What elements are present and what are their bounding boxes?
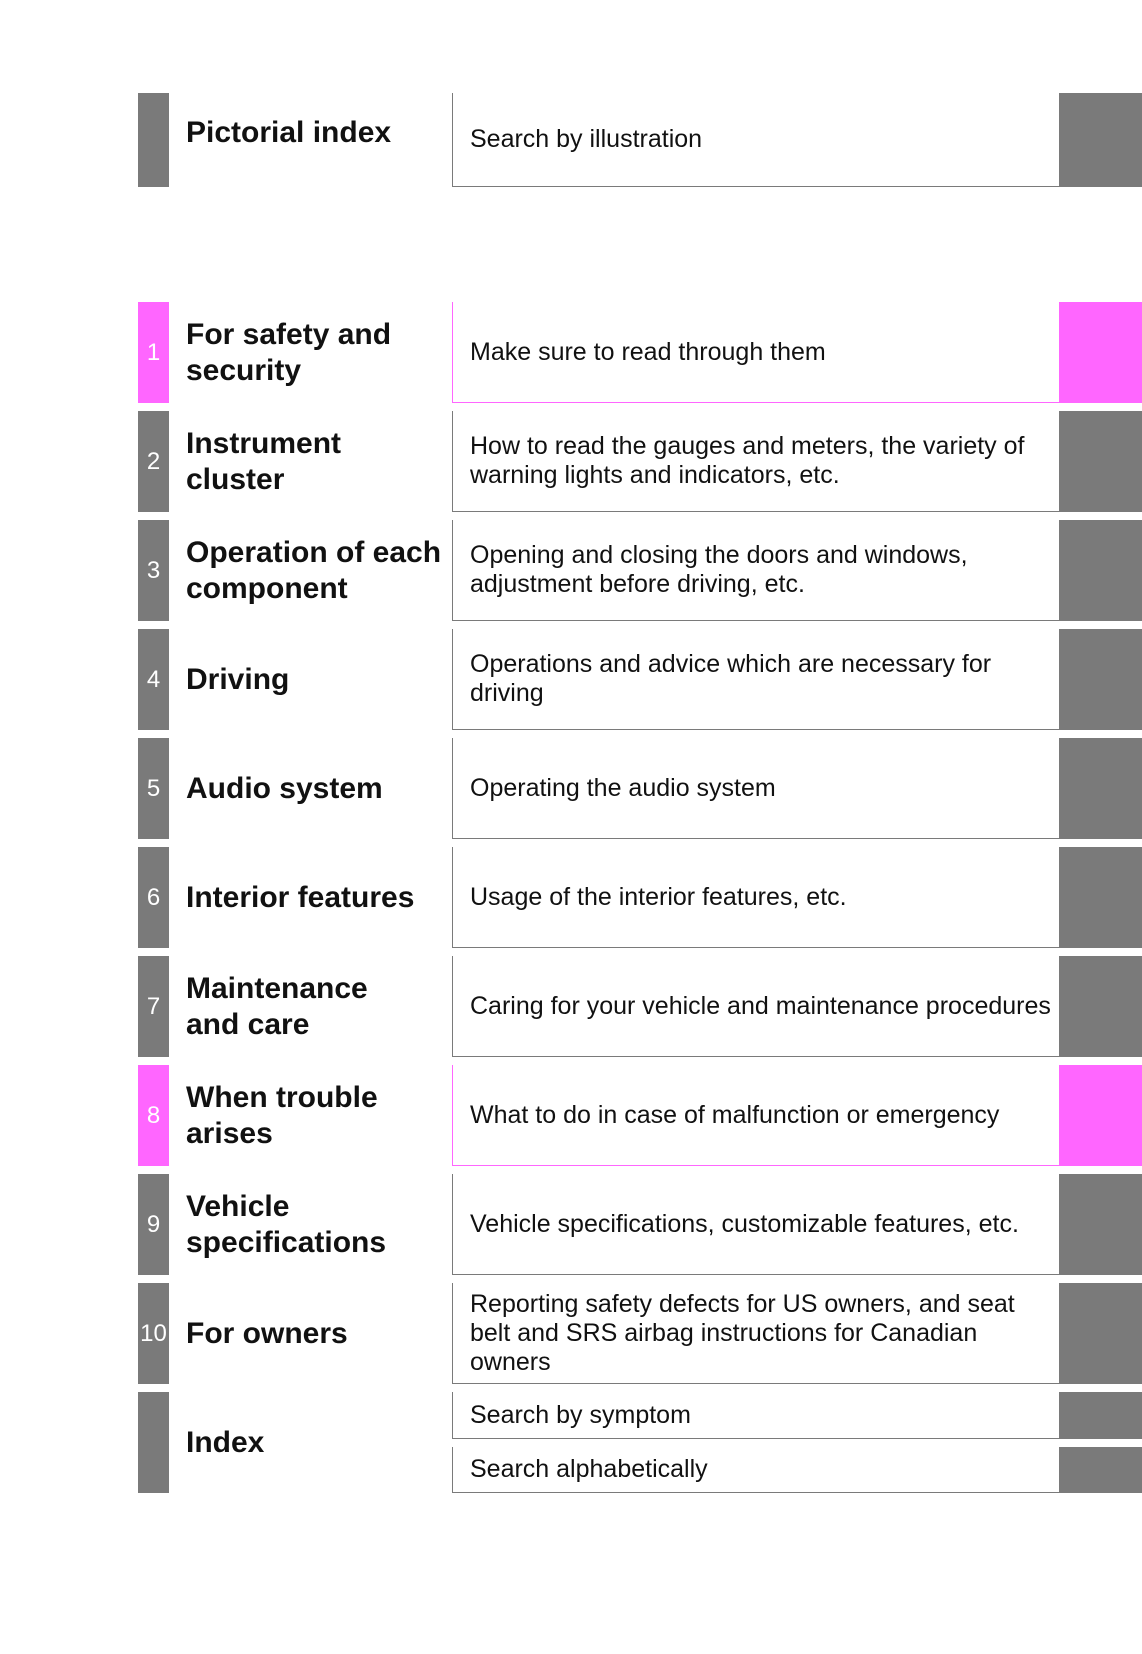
section-description: Vehicle specifications, customizable features, etc. (452, 1174, 1059, 1275)
section-row-1[interactable] (0, 302, 1142, 403)
section-tab[interactable] (1059, 847, 1142, 948)
index-tab-symptom[interactable] (1059, 1392, 1142, 1439)
section-title: Vehicle specifications (186, 1189, 387, 1259)
section-number: 1 (138, 302, 169, 403)
section-title: For safety and security (186, 317, 392, 387)
index-item-symptom[interactable]: Search by symptom (452, 1392, 1059, 1439)
section-title: Audio system (186, 771, 383, 805)
section-tab[interactable] (1059, 302, 1142, 403)
section-row-7[interactable] (0, 956, 1142, 1057)
section-number: 4 (138, 629, 169, 730)
section-title: Interior features (186, 880, 415, 914)
section-number: 6 (138, 847, 169, 948)
section-title: For owners (186, 1316, 348, 1350)
section-description: Opening and closing the doors and windows, adjustment before driving, etc. (452, 520, 1059, 621)
section-tab[interactable] (1059, 1065, 1142, 1166)
section-row-10[interactable] (0, 1283, 1142, 1384)
pictorial-index-row[interactable] (0, 93, 1142, 187)
section-description: How to read the gauges and meters, the variety of warning lights and indicators, etc. (452, 411, 1059, 512)
section-row-9[interactable] (0, 1174, 1142, 1275)
index-bar (138, 1392, 169, 1493)
section-tab[interactable] (1059, 629, 1142, 730)
section-description: Make sure to read through them (452, 302, 1059, 403)
section-number: 9 (138, 1174, 169, 1275)
section-description: Reporting safety defects for US owners, and seat belt and SRS airbag instructions for Canadian owners (452, 1283, 1059, 1384)
section-number: 10 (138, 1283, 169, 1384)
section-number: 3 (138, 520, 169, 621)
section-row-4[interactable] (0, 629, 1142, 730)
section-tab[interactable] (1059, 1174, 1142, 1275)
index-tab-alphabetical[interactable] (1059, 1447, 1142, 1493)
section-row-5[interactable] (0, 738, 1142, 839)
section-description: Operations and advice which are necessary for driving (452, 629, 1059, 730)
section-number: 5 (138, 738, 169, 839)
pictorial-index-bar (138, 93, 169, 187)
section-tab[interactable] (1059, 1283, 1142, 1384)
section-row-3[interactable] (0, 520, 1142, 621)
section-number: 8 (138, 1065, 169, 1166)
section-description: Operating the audio system (452, 738, 1059, 839)
section-title: Operation of each component (186, 535, 442, 605)
index-row (0, 1392, 1142, 1493)
section-title: When trouble arises (186, 1080, 378, 1150)
section-row-6[interactable] (0, 847, 1142, 948)
section-title: Maintenance and care (186, 971, 368, 1041)
pictorial-index-tab[interactable] (1059, 93, 1142, 187)
pictorial-index-title: Pictorial index (186, 116, 392, 149)
section-tab[interactable] (1059, 956, 1142, 1057)
section-description: What to do in case of malfunction or emergency (452, 1065, 1059, 1166)
section-tab[interactable] (1059, 520, 1142, 621)
section-title: Instrument cluster (186, 426, 342, 496)
section-description: Usage of the interior features, etc. (452, 847, 1059, 948)
pictorial-index-description: Search by illustration (452, 93, 1059, 187)
section-description: Caring for your vehicle and maintenance procedures (452, 956, 1059, 1057)
index-item-alphabetical[interactable]: Search alphabetically (452, 1447, 1059, 1493)
section-tab[interactable] (1059, 738, 1142, 839)
section-row-2[interactable] (0, 411, 1142, 512)
index-title: Index (186, 1425, 265, 1459)
section-tab[interactable] (1059, 411, 1142, 512)
section-number: 2 (138, 411, 169, 512)
section-row-8[interactable] (0, 1065, 1142, 1166)
section-title: Driving (186, 662, 290, 696)
section-number: 7 (138, 956, 169, 1057)
